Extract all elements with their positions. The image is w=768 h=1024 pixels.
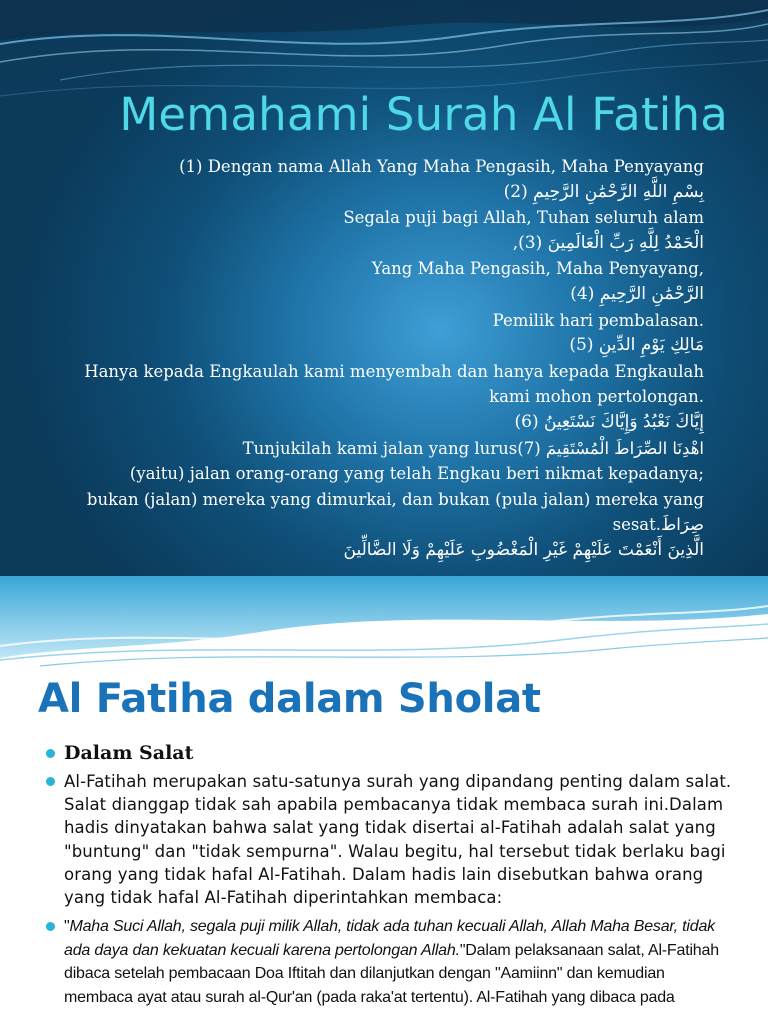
header-wave-decoration [0, 576, 768, 668]
verse-arabic-line: بِسْمِ اللَّهِ الرَّحْمَٰنِ الرَّحِيمِ (2) [503, 181, 704, 202]
verse-arabic-line: مَالِكِ يَوْمِ الدِّينِ (5) [569, 335, 704, 356]
slide-fatiha-dalam-sholat [0, 576, 768, 1024]
quote-open: " [64, 918, 70, 936]
bullet-text: "Dalam pelaksanaan salat, Al-Fatihah dibaca setelah pembacaan Doa Iftitah dan dilanjutkan dengan "Aamiinn" dan kemudian membaca ayat atau surah al-Qur'an (pada raka'at tertentu). Al-Fatihah yang dibaca pada [64, 941, 719, 1006]
verse-line: Yang Maha Pengasih, Maha Penyayang, [371, 259, 704, 279]
verse-line: (1) Dengan nama Allah Yang Maha Pengasih, Maha Penyayang [179, 157, 704, 176]
verse-line: (yaitu) jalan orang-orang yang telah Engkau beri nikmat kepadanya; bukan (jalan) mereka yang dimurkai, dan bukan (pula jalan) mereka yang sesat.صِرَاطَ [86, 464, 704, 535]
verse-line: Tunjukilah kami jalan yang lurus(7) اهْدِنَا الصِّرَاطَ الْمُسْتَقِيمَ [242, 438, 704, 458]
slide-title: Al Fatiha dalam Sholat [38, 676, 541, 722]
slide-title: Memahami Surah Al Fatiha [119, 88, 728, 141]
bullet-item [44, 915, 734, 1009]
verse-arabic-line: الَّذِينَ أَنْعَمْتَ عَلَيْهِمْ غَيْرِ الْمَغْضُوبِ عَلَيْهِمْ وَلَا الضَّالِّينَ [343, 539, 704, 560]
bullet-heading: Dalam Salat [64, 742, 194, 764]
bullet-text: Al-Fatihah merupakan satu-satunya surah yang dipandang penting dalam salat. Salat dianggap tidak sah apabila pembacanya tidak membaca surah ini.Dalam hadis dinyatakan bahwa salat yang tidak disertai al-Fatihah adalah salat yang "buntung" dan "tidak sempurna". Walau begitu, hal tersebut tidak berlaku bagi orang yang tidak hafal Al-Fatihah. Dalam hadis lain disebutkan bahwa orang yang tidak hafal Al-Fatihah diperintahkan membaca: [64, 772, 732, 908]
bullet-item [44, 742, 734, 764]
verse-arabic-line: الْحَمْدُ لِلَّهِ رَبِّ الْعَالَمِينَ (3), [512, 232, 704, 253]
bullet-list [44, 742, 734, 1015]
verse-arabic-line: إِيَّاكَ نَعْبُدُ وَإِيَّاكَ نَسْتَعِينُ (6) [514, 411, 704, 432]
verse-line: Hanya kepada Engkaulah kami menyembah dan hanya kepada Engkaulah kami mohon pertolongan. [84, 361, 704, 407]
verse-translation-block [74, 154, 704, 564]
verse-line: Pemilik hari pembalasan. [492, 310, 704, 330]
verse-arabic-line: الرَّحْمَٰنِ الرَّحِيمِ (4) [570, 283, 704, 304]
bullet-item [44, 770, 734, 909]
verse-line: Segala puji bagi Allah, Tuhan seluruh alam [343, 208, 704, 228]
quoted-prayer-text: Maha Suci Allah, segala puji milik Allah, tidak ada tuhan kecuali Allah, Allah Maha Besar, tidak ada daya dan kekuatan kecuali karena pertolongan Allah. [64, 918, 715, 959]
